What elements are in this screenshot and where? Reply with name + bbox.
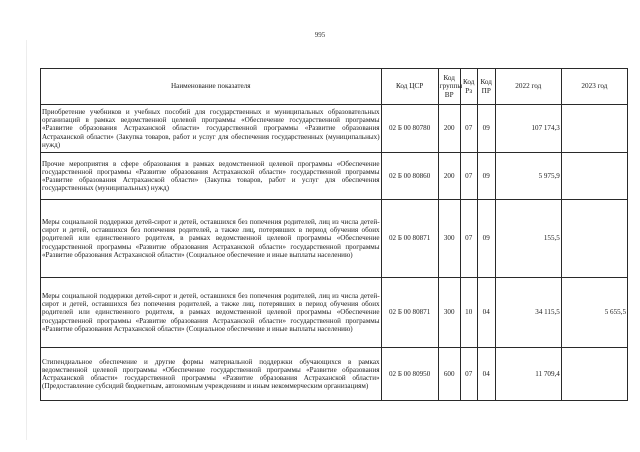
row-vr: 200 bbox=[438, 153, 460, 200]
row-rz: 10 bbox=[460, 278, 477, 348]
row-name: Меры социальной поддержки детей-сирот и детей, оставшихся без попечения родителей, лиц из числа детей-сирот и детей, оставшихся без попечения родителей, а также лиц, потерявших в период обучения обоих родителей или единственного родителя, в рамках ведомственной целевой программы «Обеспечение государственной программы «Развитие образования Астраханской области» государственной программы «Развитие образования Астраханской области» (Социальное обеспечение и иные выплаты населению) bbox=[41, 200, 382, 278]
row-2022: 155,5 bbox=[495, 200, 561, 278]
row-vr: 600 bbox=[438, 348, 460, 401]
table-row bbox=[41, 348, 628, 401]
row-pr: 04 bbox=[477, 348, 495, 401]
table-row bbox=[41, 105, 628, 153]
row-2023 bbox=[561, 105, 627, 153]
row-pr: 04 bbox=[477, 278, 495, 348]
row-2022: 11 709,4 bbox=[495, 348, 561, 401]
row-2023: 5 655,5 bbox=[561, 278, 627, 348]
row-2022: 5 975,9 bbox=[495, 153, 561, 200]
header-vr: Код группы ВР bbox=[438, 69, 460, 105]
table-body bbox=[41, 105, 628, 401]
row-csr: 02 Б 00 80871 bbox=[381, 278, 438, 348]
row-csr: 02 Б 00 80780 bbox=[381, 105, 438, 153]
header-2022: 2022 год bbox=[495, 69, 561, 105]
row-2023 bbox=[561, 348, 627, 401]
table-row bbox=[41, 153, 628, 200]
row-pr: 09 bbox=[477, 153, 495, 200]
row-pr: 09 bbox=[477, 200, 495, 278]
row-vr: 300 bbox=[438, 200, 460, 278]
row-2022: 107 174,3 bbox=[495, 105, 561, 153]
row-name: Прочие мероприятия в сфере образования в рамках ведомственной целевой программы «Обеспечение государственной программы «Развитие образования Астраханской области» государственной программы «Развитие образования Астраханской области» (Закупка товаров, работ и услуг для обеспечения государственных (муниципальных) нужд) bbox=[41, 153, 382, 200]
row-csr: 02 Б 00 80871 bbox=[381, 200, 438, 278]
row-vr: 300 bbox=[438, 278, 460, 348]
row-rz: 07 bbox=[460, 348, 477, 401]
budget-table bbox=[40, 68, 628, 401]
row-2022: 34 115,5 bbox=[495, 278, 561, 348]
header-name: Наименование показателя bbox=[41, 69, 382, 105]
header-rz: Код Рз bbox=[460, 69, 477, 105]
row-rz: 07 bbox=[460, 153, 477, 200]
row-rz: 07 bbox=[460, 105, 477, 153]
row-2023 bbox=[561, 200, 627, 278]
row-rz: 07 bbox=[460, 200, 477, 278]
row-name: Приобретение учебников и учебных пособий для государственных и муниципальных образовательных организаций в рамках ведомственной целевой программы «Обеспечение государственной программы «Развитие образования Астраханской области» государственной программы «Развитие образования Астраханской области» (Закупка товаров, работ и услуг для обеспечения государственных (муниципальных) нужд) bbox=[41, 105, 382, 153]
row-name: Стипендиальное обеспечение и другие формы материальной поддержки обучающихся в рамках ведомственной целевой программы «Обеспечение государственной программы «Развитие образования Астраханской области» государственной программы «Развитие образования Астраханской области» (Предоставление субсидий бюджетным, автономным учреждениям и иным некоммерческим организациям) bbox=[41, 348, 382, 401]
table-header-row bbox=[41, 69, 628, 105]
row-csr: 02 Б 00 80950 bbox=[381, 348, 438, 401]
row-csr: 02 Б 00 80860 bbox=[381, 153, 438, 200]
scan-edge-shadow bbox=[26, 40, 27, 440]
row-name: Меры социальной поддержки детей-сирот и детей, оставшихся без попечения родителей, лиц из числа детей-сирот и детей, оставшихся без попечения родителей, а также лиц, потерявших в период обучения обоих родителей или единственного родителя, в рамках ведомственной целевой программы «Обеспечение государственной программы «Развитие образования Астраханской области» государственной программы «Развитие образования Астраханской области» (Социальное обеспечение и иные выплаты населению) bbox=[41, 278, 382, 348]
header-pr: Код ПР bbox=[477, 69, 495, 105]
table-row bbox=[41, 200, 628, 278]
row-2023 bbox=[561, 153, 627, 200]
page-number: 995 bbox=[314, 31, 326, 39]
row-pr: 09 bbox=[477, 105, 495, 153]
header-2023: 2023 год bbox=[561, 69, 627, 105]
header-csr: Код ЦСР bbox=[381, 69, 438, 105]
row-vr: 200 bbox=[438, 105, 460, 153]
table-row bbox=[41, 278, 628, 348]
